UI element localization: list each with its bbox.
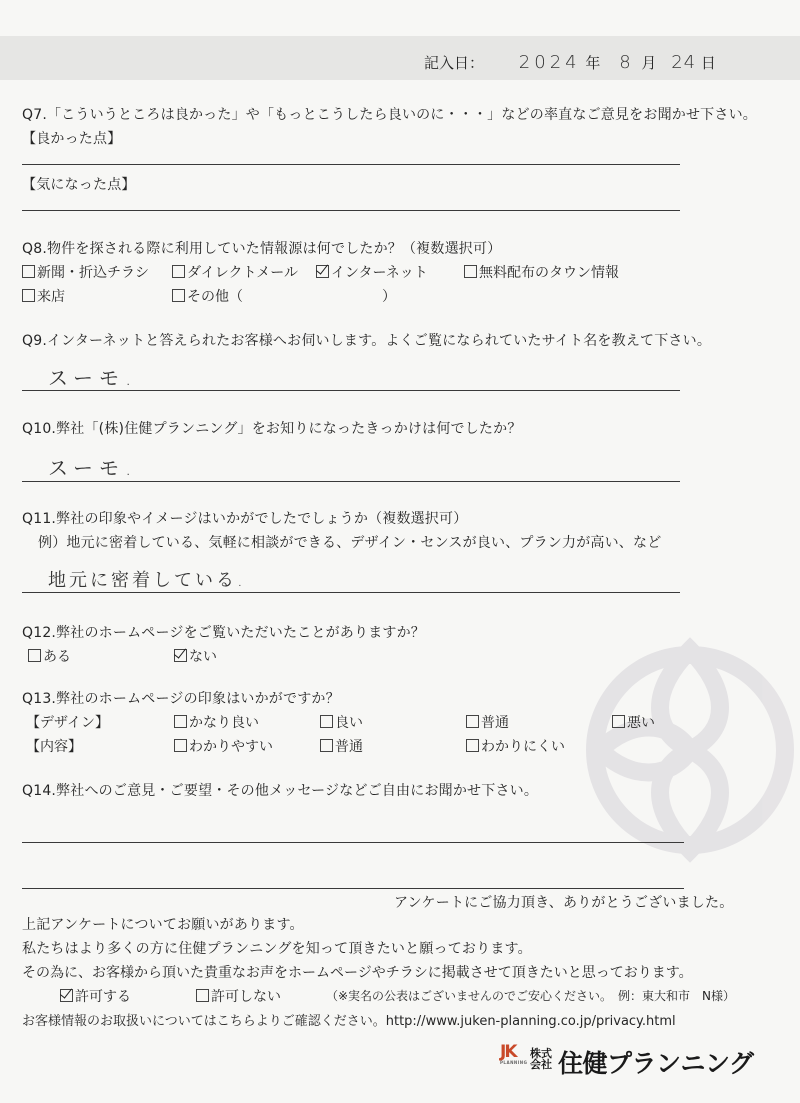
checkbox-icon[interactable] [22,265,35,278]
checked-checkbox-icon[interactable] [316,265,329,278]
q11-question: Q11.弊社の印象やイメージはいかがでしたでしょうか（複数選択可） [22,511,468,527]
q13-content-label: 【内容】 [26,739,82,755]
logo-corp: 株式会社 [530,1047,552,1071]
checked-checkbox-icon[interactable] [174,649,187,662]
q8-option-visit[interactable]: 来店 [22,286,65,306]
q10-answer-line[interactable] [22,481,680,482]
checkbox-icon[interactable] [466,739,479,752]
request-line-2: 私たちはより多くの方に住健プランニングを知って頂きたいと願っております。 [22,941,532,957]
request-line-1: 上記アンケートについてお願いがあります。 [22,917,304,933]
jk-mark-icon [500,1042,530,1078]
q7-concern-label: 【気になった点】 [22,177,136,193]
q13-design-very-good[interactable]: かなり良い [174,712,259,732]
q8-option-other[interactable]: その他（ [172,286,243,306]
q8-other-close: ） [382,289,396,305]
q13-question: Q13.弊社のホームページの印象はいかがですか？ [22,691,340,707]
q12-option-yes[interactable]: ある [28,646,71,666]
q7-question: Q7.「こういうところは良かった」や「もっとこうしたら良いのに・・・」などの率直なご意見をお聞かせ下さい。 [22,107,757,123]
q13-content-easy[interactable]: わかりやすい [174,736,273,756]
q12-option-no[interactable]: ない [174,646,217,666]
checkbox-icon[interactable] [466,715,479,728]
deny-option[interactable]: 許可しない [196,986,281,1006]
q9-question: Q9.インターネットと答えられたお客様へお伺いします。よくご覧になられていたサイト名を教えて下さい。 [22,333,712,349]
q8-question: Q8.物件を探される際に利用していた情報源は何でしたか？（複数選択可） [22,241,502,257]
q10-question: Q10.弊社「(株)住健プランニング」をお知りになったきっかけは何でしたか？ [22,421,522,437]
floral-watermark-icon [540,610,800,890]
checkbox-icon[interactable] [172,289,185,302]
q14-question: Q14.弊社へのご意見・ご要望・その他メッセージなどご自由にお聞かせ下さい。 [22,783,539,799]
request-line-3: その為に、お客様から頂いた貴重なお声をホームページやチラシに掲載させて頂きたいと思っております。 [22,965,693,981]
checkbox-icon[interactable] [174,715,187,728]
date-month-unit: 月 [641,54,657,72]
q11-answer-line[interactable] [22,592,680,593]
q13-design-average[interactable]: 普通 [466,712,509,732]
date-day: 24 [671,52,697,73]
checkbox-icon[interactable] [612,715,625,728]
checkbox-icon[interactable] [320,715,333,728]
date-month: 8 [619,52,637,73]
q11-example: 例）地元に密着している、気軽に相談ができる、デザイン・センスが良い、プラン力が高い、など [38,535,662,551]
thanks-message: アンケートにご協力頂き、ありがとうございました。 [394,895,734,911]
checkbox-icon[interactable] [28,649,41,662]
q13-content-average[interactable]: 普通 [320,736,363,756]
checkbox-icon[interactable] [174,739,187,752]
permit-option[interactable]: 許可する [60,986,131,1006]
date-year-unit: 年 [585,54,601,72]
date-day-unit: 日 [700,54,716,72]
logo-name: 住健プランニング [558,1049,754,1078]
q13-design-label: 【デザイン】 [26,715,110,731]
checkbox-icon[interactable] [320,739,333,752]
q9-answer-line[interactable] [22,390,680,391]
date-label: 記入日： [424,54,485,72]
logo-mark: JK [500,1042,516,1062]
logo-sub: PLANNING [500,1060,528,1065]
q7-good-label: 【良かった点】 [22,131,122,147]
q8-option-direct-mail[interactable]: ダイレクトメール [172,262,298,282]
q9-answer: スーモ. [48,366,138,390]
checkbox-icon[interactable] [196,989,209,1002]
checkbox-icon[interactable] [464,265,477,278]
q8-option-internet[interactable]: インターネット [316,262,428,282]
q7-concern-line[interactable] [22,210,680,211]
q13-content-hard[interactable]: わかりにくい [466,736,565,756]
q13-design-bad[interactable]: 悪い [612,712,655,732]
q14-line-2[interactable] [22,888,684,889]
date-year: 2024 [518,52,581,73]
checkbox-icon[interactable] [172,265,185,278]
checked-checkbox-icon[interactable] [60,989,73,1002]
date-row [424,52,716,73]
anonymity-note: （※実名の公表はございませんのでご安心ください。 例：東大和市 N様） [326,989,736,1003]
q8-option-newspaper[interactable]: 新聞・折込チラシ [22,262,149,282]
q11-answer: 地元に密着している. [48,570,246,591]
privacy-text[interactable]: お客様情報のお取扱いについてはこちらよりご確認ください。http://www.juken-planning.co.jp/privacy.html [22,1014,676,1029]
q13-design-good[interactable]: 良い [320,712,363,732]
q10-answer: スーモ. [48,456,138,480]
q14-line-1[interactable] [22,842,684,843]
q7-good-line[interactable] [22,164,680,165]
q8-option-free-town-info[interactable]: 無料配布のタウン情報 [464,262,619,282]
q12-question: Q12.弊社のホームページをご覧いただいたことがありますか？ [22,625,426,641]
checkbox-icon[interactable] [22,289,35,302]
